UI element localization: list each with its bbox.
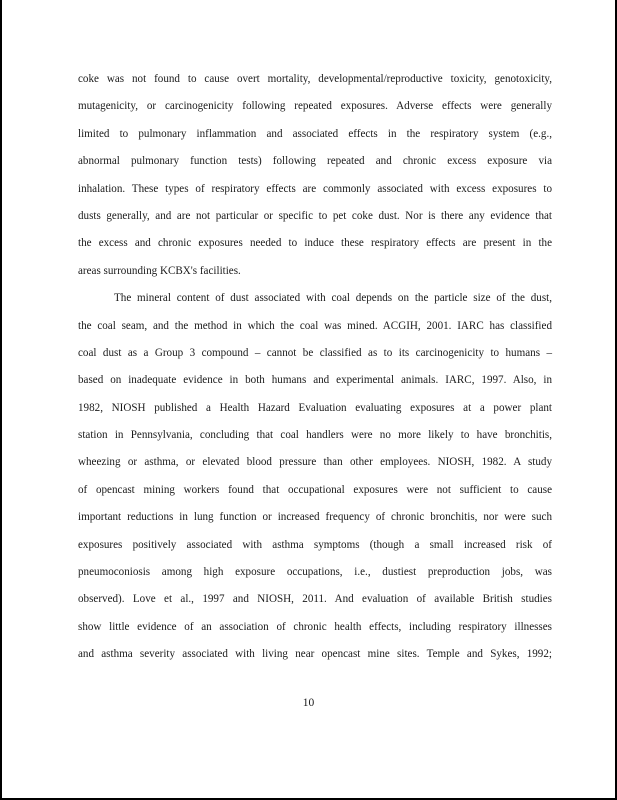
text-line: abnormal pulmonary function tests) following repeated and chronic excess exposure via bbox=[78, 155, 552, 168]
text-line: the excess and chronic exposures needed to induce these respiratory effects are present in the bbox=[78, 237, 552, 250]
text-line: 1982, NIOSH published a Health Hazard Evaluation evaluating exposures at a power plant bbox=[78, 401, 552, 414]
text-line: and asthma severity associated with living near opencast mine sites. Temple and Sykes, 1992; bbox=[78, 648, 552, 661]
text-line: wheezing or asthma, or elevated blood pressure than other employees. NIOSH, 1982. A study bbox=[78, 456, 552, 469]
text-line: inhalation. These types of respiratory effects are commonly associated with excess exposures to bbox=[78, 182, 552, 195]
page-number: 10 bbox=[302, 697, 315, 709]
body-text bbox=[78, 66, 552, 669]
page-left-edge bbox=[0, 0, 2, 800]
text-line: limited to pulmonary inflammation and associated effects in the respiratory system (e.g., bbox=[78, 127, 552, 140]
text-line: pneumoconiosis among high exposure occupations, i.e., dustiest preproduction jobs, was bbox=[78, 566, 552, 579]
text-line: coal dust as a Group 3 compound – cannot be classified as to its carcinogenicity to humans – bbox=[78, 346, 552, 359]
text-line: coke was not found to cause overt mortality, developmental/reproductive toxicity, genotoxicity, bbox=[78, 73, 552, 85]
text-line: important reductions in lung function or increased frequency of chronic bronchitis, nor were such bbox=[78, 511, 552, 524]
text-line: of opencast mining workers found that occupational exposures were not sufficient to cause bbox=[78, 483, 552, 496]
text-line: exposures positively associated with asthma symptoms (though a small increased risk of bbox=[78, 538, 552, 551]
text-line: dusts generally, and are not particular or specific to pet coke dust. Nor is there any evidence that bbox=[78, 209, 552, 222]
text-line: based on inadequate evidence in both humans and experimental animals. IARC, 1997. Also, in bbox=[78, 374, 552, 387]
text-line: observed). Love et al., 1997 and NIOSH, 2011. And evaluation of available British studies bbox=[78, 593, 552, 606]
text-line: station in Pennsylvania, concluding that coal handlers were no more likely to have bronchitis, bbox=[78, 429, 552, 442]
text-line: the coal seam, and the method in which the coal was mined. ACGIH, 2001. IARC has classified bbox=[78, 319, 552, 332]
text-line: mutagenicity, or carcinogenicity following repeated exposures. Adverse effects were generally bbox=[78, 100, 552, 113]
text-line: The mineral content of dust associated with coal depends on the particle size of the dust, bbox=[114, 292, 552, 305]
text-line: show little evidence of an association of chronic health effects, including respiratory illnesses bbox=[78, 620, 552, 633]
text-line: areas surrounding KCBX's facilities. bbox=[78, 264, 241, 277]
